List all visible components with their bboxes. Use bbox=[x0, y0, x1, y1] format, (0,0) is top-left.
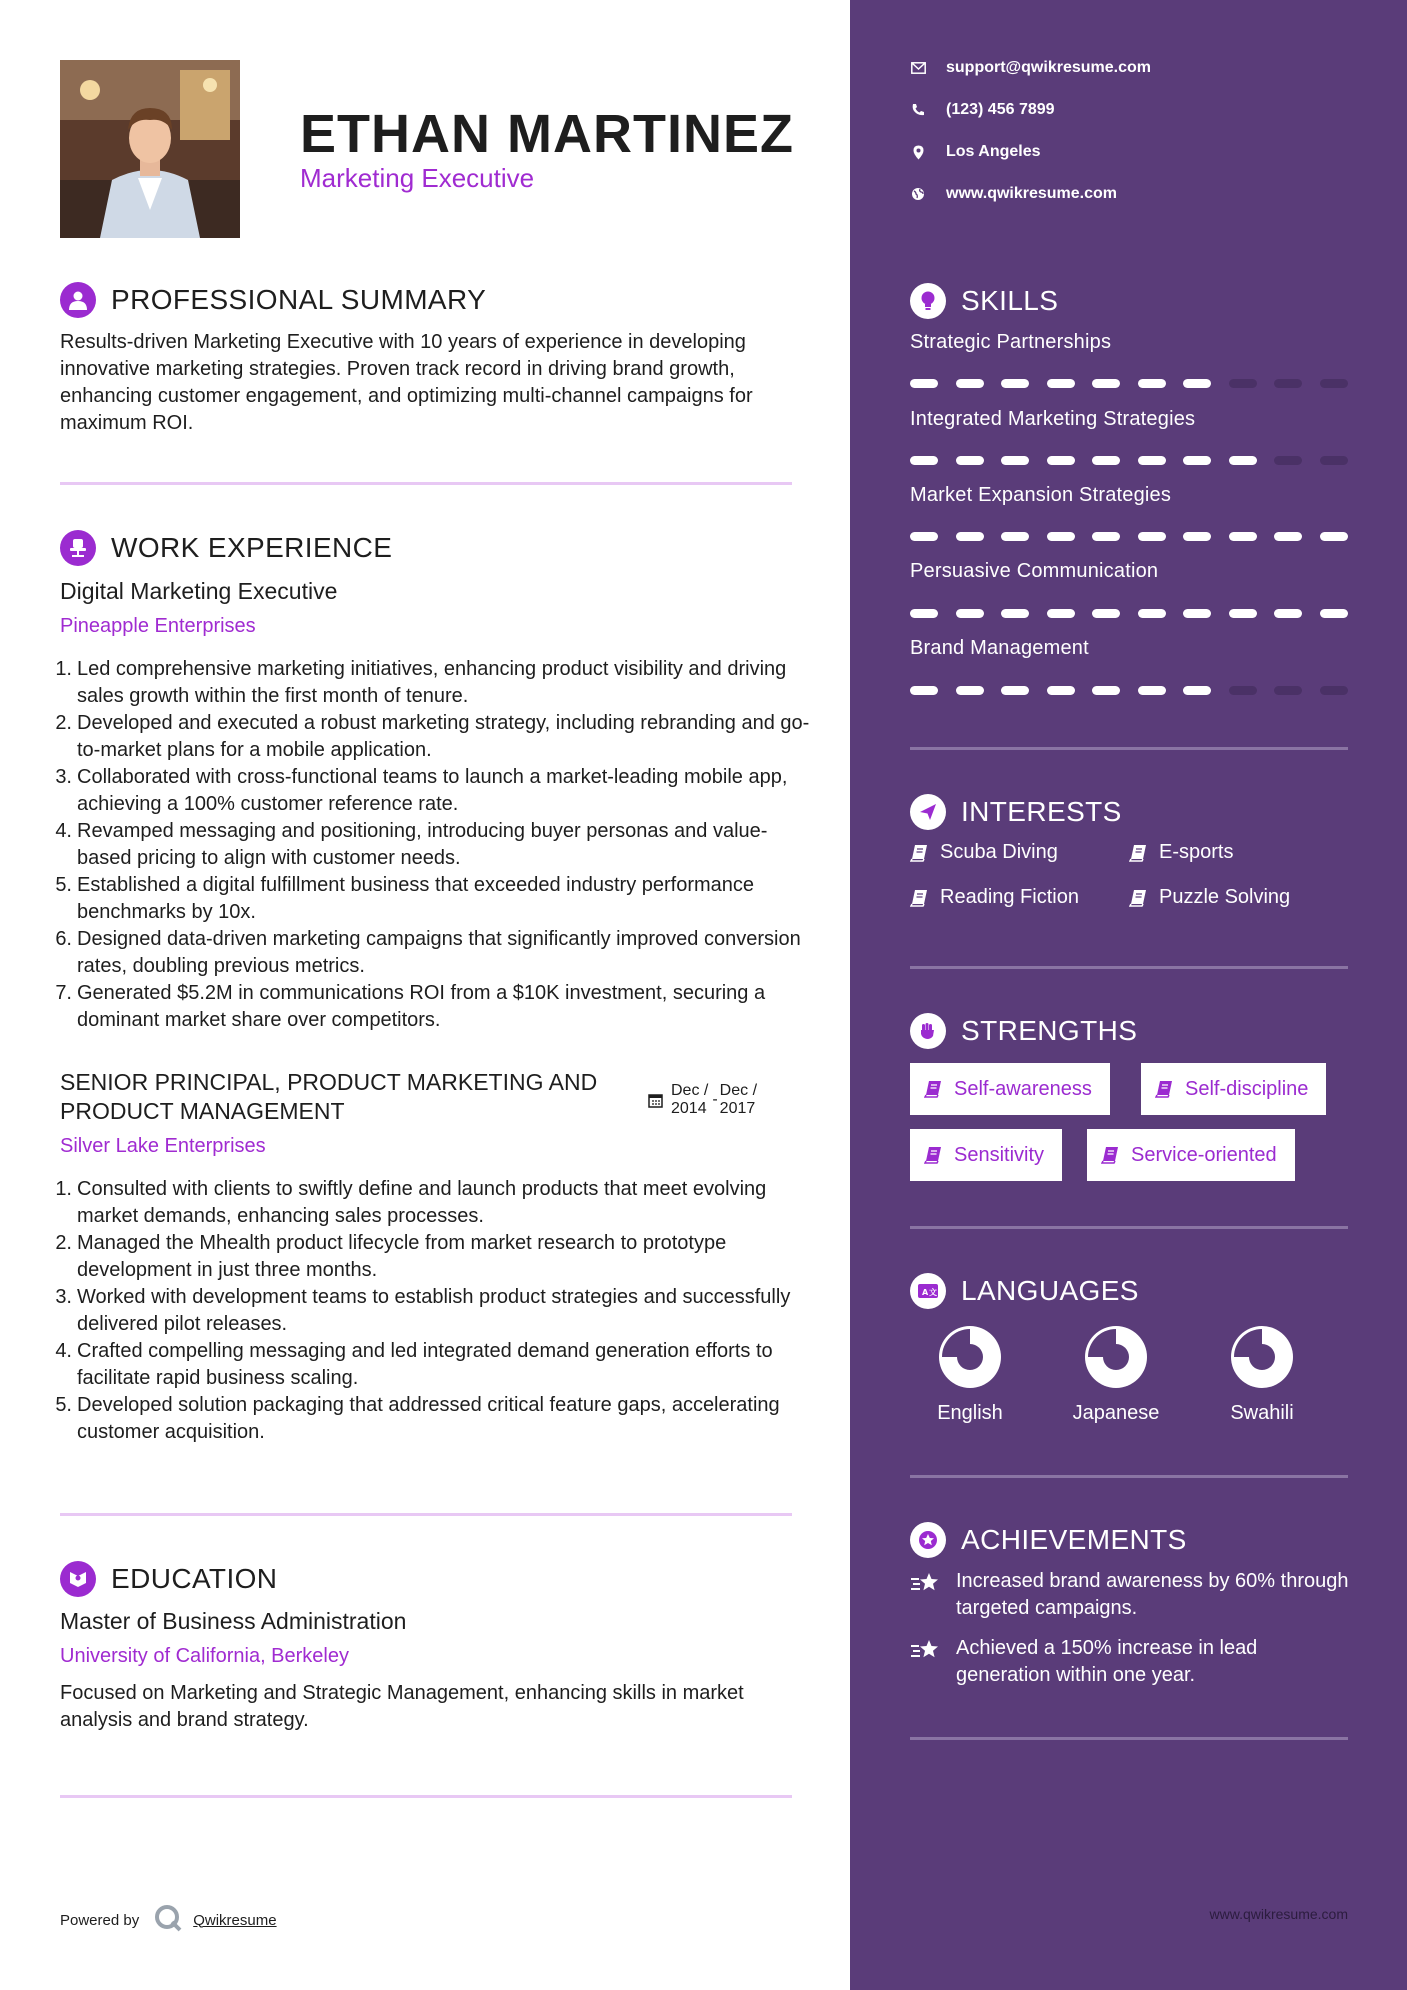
interests-header bbox=[910, 794, 1122, 830]
job-date bbox=[648, 1082, 757, 1118]
skill-level-segment bbox=[1001, 609, 1029, 618]
strengths-title: STRENGTHS bbox=[961, 1015, 1138, 1046]
list-item: 5. Established a digital fulfillment business that exceeded industry performance benchmarks by 10x. bbox=[55, 874, 755, 923]
divider bbox=[910, 966, 1348, 969]
interest-item: E-sports bbox=[1129, 841, 1233, 864]
skill-level-segment bbox=[1274, 609, 1302, 618]
list-item: 7. Generated $5.2M in communications ROI from a $10K investment, securing a dominant market share over competitors. bbox=[55, 982, 766, 1031]
skill-level-segment bbox=[1274, 379, 1302, 388]
skill-level-segment bbox=[1183, 379, 1211, 388]
skill-level-segment bbox=[1092, 379, 1120, 388]
user-icon bbox=[60, 282, 96, 318]
star-badge-icon bbox=[910, 1522, 946, 1558]
company-name: Pineapple Enterprises bbox=[60, 615, 256, 637]
school-name: University of California, Berkeley bbox=[60, 1645, 349, 1667]
experience-title: WORK EXPERIENCE bbox=[111, 532, 393, 563]
divider bbox=[910, 1737, 1348, 1740]
skill-level-segment bbox=[1138, 379, 1166, 388]
skill-level-segment bbox=[1320, 456, 1348, 465]
strength-tag: Self-discipline bbox=[1141, 1063, 1326, 1115]
achievements-title: ACHIEVEMENTS bbox=[961, 1524, 1187, 1555]
list-item: 4. Crafted compelling messaging and led integrated demand generation efforts to facilitate rapid business scaling. bbox=[55, 1340, 773, 1389]
languages-header bbox=[910, 1273, 1139, 1309]
language-ring-hole bbox=[957, 1344, 983, 1370]
language-level-ring bbox=[1229, 1324, 1295, 1390]
list-item: 5. Developed solution packaging that addressed critical feature gaps, accelerating customer acquisition. bbox=[55, 1394, 780, 1443]
job-bullets bbox=[50, 656, 810, 1034]
interests-title: INTERESTS bbox=[961, 796, 1122, 827]
language-name: Japanese bbox=[1072, 1402, 1160, 1424]
strength-tag: Self-awareness bbox=[910, 1063, 1110, 1115]
skill-level-segment bbox=[1092, 532, 1120, 541]
education-text: Focused on Marketing and Strategic Management, enhancing skills in market analysis and brand strategy. bbox=[60, 1682, 744, 1731]
language-ring-hole bbox=[1103, 1344, 1129, 1370]
skill-level-segment bbox=[1229, 379, 1257, 388]
skill-level-segment bbox=[910, 379, 938, 388]
divider bbox=[910, 1475, 1348, 1478]
powered-by-label: Powered by bbox=[60, 1911, 140, 1929]
education-header bbox=[60, 1561, 277, 1597]
skill-name: Persuasive Communication bbox=[910, 560, 1159, 582]
graduate-icon bbox=[60, 1561, 96, 1597]
date-start-month: Dec / bbox=[671, 1082, 709, 1099]
contact-phone[interactable]: (123) 456 7899 bbox=[910, 101, 1055, 119]
skill-level-segment bbox=[1183, 609, 1211, 618]
skill-level-segment bbox=[1229, 456, 1257, 465]
language-item bbox=[910, 1324, 1030, 1425]
language-level-ring bbox=[1083, 1324, 1149, 1390]
skill-level-segment bbox=[1320, 532, 1348, 541]
skill-level-segment bbox=[956, 686, 984, 695]
skill-level-segment bbox=[1183, 686, 1211, 695]
book-icon bbox=[1101, 1146, 1119, 1164]
language-ring-hole bbox=[1249, 1344, 1275, 1370]
candidate-name: ETHAN MARTINEZ bbox=[300, 104, 794, 164]
divider bbox=[60, 482, 792, 485]
skill-level-segment bbox=[1047, 379, 1075, 388]
skill-level-bar bbox=[910, 532, 1365, 541]
skill-name: Brand Management bbox=[910, 637, 1089, 659]
book-icon bbox=[1129, 889, 1147, 907]
footer-site[interactable]: www.qwikresume.com bbox=[1209, 1906, 1348, 1922]
shooting-star-icon bbox=[910, 1570, 942, 1596]
skill-level-segment bbox=[1274, 686, 1302, 695]
skill-level-bar bbox=[910, 686, 1365, 695]
skill-level-segment bbox=[910, 532, 938, 541]
lightbulb-icon bbox=[910, 283, 946, 319]
strength-tag: Sensitivity bbox=[910, 1129, 1062, 1181]
svg-text:A: A bbox=[922, 1288, 929, 1297]
fist-icon bbox=[910, 1013, 946, 1049]
strength-tag: Service-oriented bbox=[1087, 1129, 1295, 1181]
book-icon bbox=[1155, 1080, 1173, 1098]
paper-plane-icon bbox=[910, 794, 946, 830]
qwikresume-logo-icon bbox=[153, 1903, 183, 1937]
list-item: 2. Managed the Mhealth product lifecycle from market research to prototype development in just three months. bbox=[55, 1232, 727, 1281]
shooting-star-icon bbox=[910, 1637, 942, 1663]
book-icon bbox=[910, 889, 928, 907]
book-icon bbox=[1129, 844, 1147, 862]
divider bbox=[60, 1513, 792, 1516]
achievement-item: Achieved a 150% increase in lead generation within one year. bbox=[910, 1635, 1350, 1689]
skill-level-segment bbox=[956, 456, 984, 465]
job-title: SENIOR PRINCIPAL, PRODUCT MARKETING AND PRODUCT MANAGEMENT bbox=[60, 1069, 598, 1124]
education-title: EDUCATION bbox=[111, 1563, 278, 1594]
skill-level-segment bbox=[956, 532, 984, 541]
language-name: English bbox=[937, 1402, 1003, 1424]
skill-level-segment bbox=[910, 686, 938, 695]
skill-level-segment bbox=[1047, 609, 1075, 618]
skills-title: SKILLS bbox=[961, 285, 1059, 316]
skill-name: Market Expansion Strategies bbox=[910, 484, 1172, 506]
achievement-item: Increased brand awareness by 60% through targeted campaigns. bbox=[910, 1568, 1350, 1622]
contact-location: Los Angeles bbox=[910, 143, 1041, 161]
strengths-header bbox=[910, 1013, 1137, 1049]
skill-level-bar bbox=[910, 456, 1365, 465]
company-name: Silver Lake Enterprises bbox=[60, 1135, 266, 1157]
profile-photo bbox=[60, 60, 240, 238]
list-item: 3. Worked with development teams to establish product strategies and successfully delivered pilot releases. bbox=[55, 1286, 791, 1335]
degree-title: Master of Business Administration bbox=[60, 1608, 407, 1634]
qwikresume-link[interactable]: Qwikresume bbox=[193, 1911, 277, 1929]
skill-name: Strategic Partnerships bbox=[910, 331, 1112, 353]
skill-level-segment bbox=[1047, 532, 1075, 541]
skill-level-segment bbox=[956, 609, 984, 618]
skill-level-segment bbox=[1092, 609, 1120, 618]
interest-item: Puzzle Solving bbox=[1129, 886, 1290, 909]
skill-level-segment bbox=[1047, 686, 1075, 695]
skill-level-segment bbox=[910, 456, 938, 465]
skill-level-segment bbox=[1047, 456, 1075, 465]
list-item: 6. Designed data-driven marketing campaigns that significantly improved conversion rates, doubling previous metrics. bbox=[55, 928, 801, 977]
skill-level-segment bbox=[1092, 686, 1120, 695]
skill-level-segment bbox=[1001, 456, 1029, 465]
list-item: 3. Collaborated with cross-functional teams to launch a market-leading mobile app, achieving a 100% customer reference rate. bbox=[55, 766, 788, 815]
date-start-year: 2014 bbox=[671, 1100, 707, 1117]
map-pin-icon bbox=[910, 145, 926, 160]
date-end-year: 2017 bbox=[719, 1100, 756, 1117]
skill-level-segment bbox=[1229, 686, 1257, 695]
skill-level-segment bbox=[1138, 532, 1166, 541]
language-item bbox=[1202, 1324, 1322, 1425]
skill-level-bar bbox=[910, 609, 1365, 618]
skill-level-segment bbox=[1274, 532, 1302, 541]
list-item: 1. Led comprehensive marketing initiatives, enhancing product visibility and driving sales growth within the first month of tenure. bbox=[55, 658, 787, 707]
summary-header bbox=[60, 282, 486, 318]
skill-level-segment bbox=[1183, 456, 1211, 465]
date-separator: - bbox=[712, 1091, 718, 1108]
language-level-ring bbox=[937, 1324, 1003, 1390]
skill-level-segment bbox=[1138, 609, 1166, 618]
skill-level-segment bbox=[1320, 686, 1348, 695]
powered-by bbox=[60, 1903, 277, 1937]
job-bullets bbox=[50, 1176, 810, 1446]
list-item: 2. Developed and executed a robust marketing strategy, including rebranding and go-to-market plans for a mobile application. bbox=[55, 712, 810, 761]
divider bbox=[910, 1226, 1348, 1229]
list-item: 1. Consulted with clients to swiftly define and launch products that meet evolving market demands, enhancing sales processes. bbox=[55, 1178, 767, 1227]
skill-level-segment bbox=[1229, 609, 1257, 618]
translate-icon bbox=[910, 1273, 946, 1309]
calendar-icon bbox=[648, 1093, 663, 1108]
interest-item: Reading Fiction bbox=[910, 886, 1079, 909]
skill-level-segment bbox=[1320, 609, 1348, 618]
globe-icon bbox=[910, 187, 926, 201]
language-name: Swahili bbox=[1230, 1402, 1294, 1424]
skills-header bbox=[910, 283, 1058, 319]
skill-level-segment bbox=[1092, 456, 1120, 465]
candidate-role: Marketing Executive bbox=[300, 163, 535, 193]
divider bbox=[60, 1795, 792, 1798]
skill-level-segment bbox=[910, 609, 938, 618]
list-item: 4. Revamped messaging and positioning, introducing buyer personas and value-based pricing to align with customer needs. bbox=[55, 820, 768, 869]
skill-level-segment bbox=[1001, 379, 1029, 388]
skill-level-segment bbox=[956, 379, 984, 388]
contact-website[interactable]: www.qwikresume.com bbox=[910, 185, 1117, 203]
contact-email[interactable]: support@qwikresume.com bbox=[910, 59, 1151, 77]
achievements-header bbox=[910, 1522, 1187, 1558]
divider bbox=[910, 747, 1348, 750]
summary-title: PROFESSIONAL SUMMARY bbox=[111, 284, 487, 315]
skill-level-bar bbox=[910, 379, 1365, 388]
chair-icon bbox=[60, 530, 96, 566]
skill-level-segment bbox=[1229, 532, 1257, 541]
book-icon bbox=[910, 844, 928, 862]
skill-level-segment bbox=[1183, 532, 1211, 541]
envelope-icon bbox=[910, 62, 926, 74]
skill-level-segment bbox=[1138, 456, 1166, 465]
skill-name: Integrated Marketing Strategies bbox=[910, 408, 1196, 430]
experience-header bbox=[60, 530, 392, 566]
skill-level-segment bbox=[1138, 686, 1166, 695]
phone-icon bbox=[910, 103, 926, 117]
skill-level-segment bbox=[1274, 456, 1302, 465]
skill-level-segment bbox=[1001, 532, 1029, 541]
svg-text:文: 文 bbox=[929, 1288, 937, 1297]
skill-level-segment bbox=[1320, 379, 1348, 388]
languages-title: LANGUAGES bbox=[961, 1275, 1139, 1306]
date-end-month: Dec / bbox=[719, 1082, 758, 1099]
book-icon bbox=[924, 1146, 942, 1164]
interest-item: Scuba Diving bbox=[910, 841, 1058, 864]
summary-text: Results-driven Marketing Executive with 10 years of experience in developing innovative marketing strategies. Proven track record in driving brand growth, enhancing customer engagement, and optimizing multi-channel campaigns for maximum ROI. bbox=[60, 331, 753, 434]
skill-level-segment bbox=[1001, 686, 1029, 695]
book-icon bbox=[924, 1080, 942, 1098]
language-item bbox=[1056, 1324, 1176, 1425]
job-title: Digital Marketing Executive bbox=[60, 578, 338, 604]
